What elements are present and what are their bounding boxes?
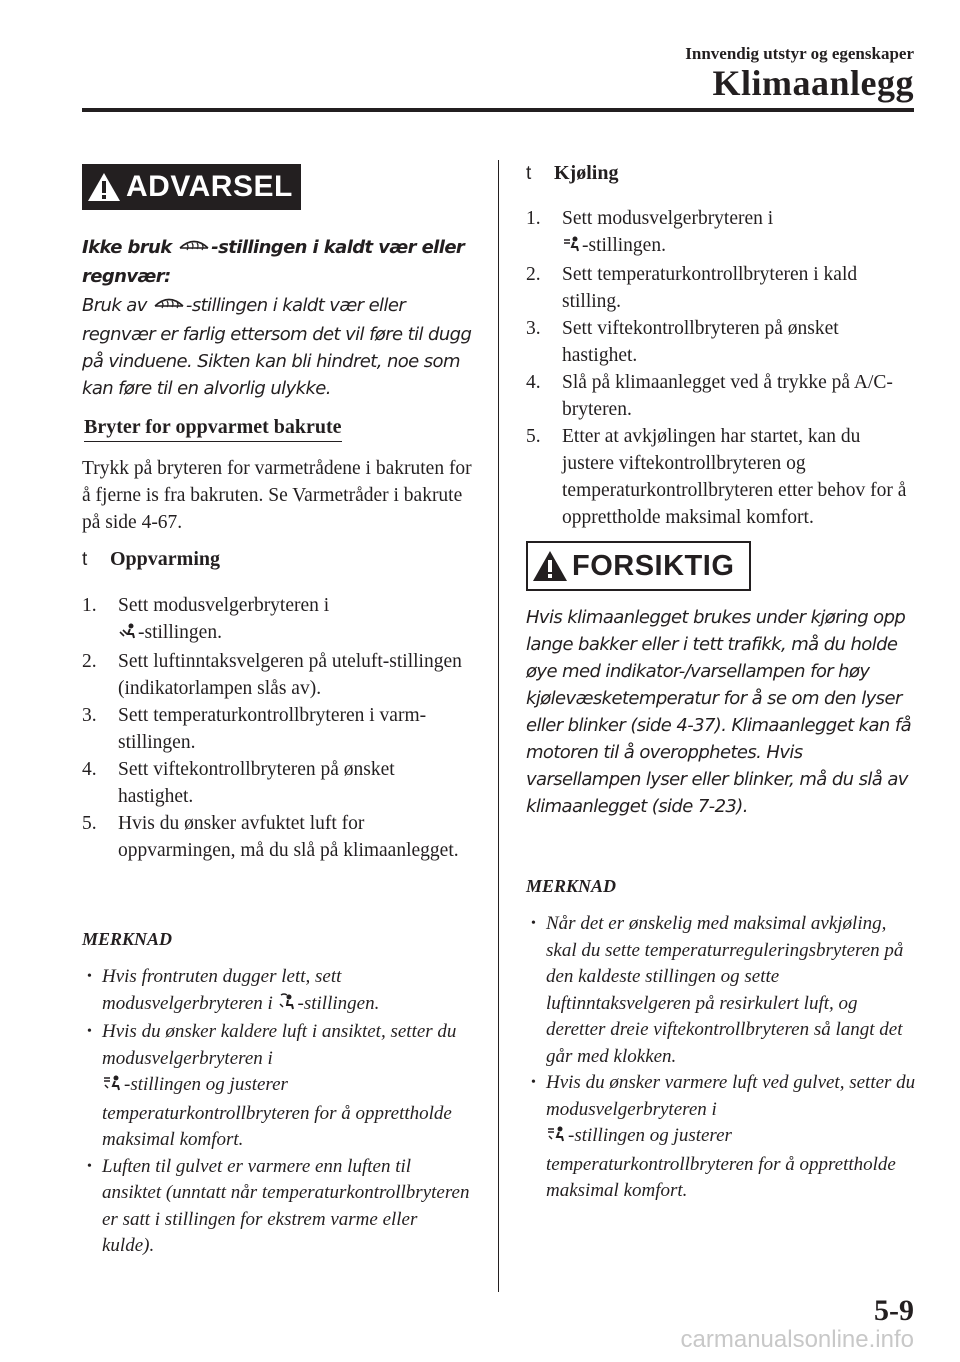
column-divider <box>498 160 499 1292</box>
warning-triangle-icon <box>82 167 126 207</box>
list-item: 1. Sett modusvelgerbryteren i -stillingen. <box>82 592 474 648</box>
heading-bullet: t <box>526 162 532 184</box>
chapter-title: Klimaanlegg <box>712 63 914 103</box>
list-item: • Hvis du ønsker varmere luft ved gulvet, setter du modusvelgerbryteren i -stillingen og justerer temperaturkontrollbryteren for å opprettholde maksimal komfort. <box>531 1072 916 1201</box>
bi-level-mode-icon <box>546 1125 568 1152</box>
list-item: 1. Sett modusvelgerbryteren i -stillingen. <box>526 205 916 261</box>
heading-bullet: t <box>82 548 88 570</box>
note-label: MERKNAD <box>526 876 617 896</box>
floor-defrost-mode-icon <box>278 993 298 1020</box>
list-item: • Når det er ønskelig med maksimal avkjøling, skal du sette temperaturreguleringsbryteren på den kaldeste stillingen og sette luftinntaksvelgeren på resirkulert luft, og deretter dreie viftekontrollbryteren så langt det går med klokken. <box>531 913 904 1067</box>
warning-badge <box>82 164 301 210</box>
footer-watermark: carmanualsonline.info <box>680 1326 914 1353</box>
heating-heading: t Oppvarming <box>82 548 221 570</box>
page-number: 5-9 <box>874 1294 914 1327</box>
warning-body: Bruk av -stillingen i kaldt vær eller regnvær er farlig ettersom det vil føre til dugg på vinduene. Sikten kan bli hindret, noe som kan føre til en alvorlig ulykke. <box>82 295 472 399</box>
bi-level-mode-icon <box>102 1074 124 1101</box>
list-item: 3. Sett viftekontrollbryteren på ønsket hastighet. <box>526 318 839 366</box>
notes-left <box>82 964 474 1260</box>
windshield-defrost-icon <box>152 294 186 321</box>
warning-heading: Ikke bruk -stillingen i kaldt vær eller regnvær: <box>82 237 465 287</box>
cooling-steps <box>526 205 916 531</box>
list-item: 5. Hvis du ønsker avfuktet luft for oppvarmingen, må du slå på klimaanlegget. <box>82 813 459 861</box>
header-rule <box>82 108 914 112</box>
list-item: • Hvis du ønsker kaldere luft i ansiktet, setter du modusvelgerbryteren i -stillingen og justerer temperaturkontrollbryteren for å opprettholde maksimal komfort. <box>87 1021 457 1150</box>
section-title: Innvendig utstyr og egenskaper <box>685 44 914 63</box>
rear-defrost-heading: Bryter for oppvarmet bakrute <box>84 416 342 442</box>
list-item: 3. Sett temperaturkontrollbryteren i varm-stillingen. <box>82 705 427 753</box>
floor-mode-icon <box>118 621 138 648</box>
vent-mode-icon <box>562 234 582 261</box>
heating-steps <box>82 592 474 864</box>
windshield-defrost-icon <box>177 236 211 263</box>
rear-defrost-body: Trykk på bryteren for varmetrådene i bakruten for å fjerne is fra bakruten. Se Varmetråder i bakrute på side 4-67. <box>82 458 472 533</box>
cooling-heading: t Kjøling <box>526 162 619 184</box>
list-item: 4. Sett viftekontrollbryteren på ønsket hastighet. <box>82 759 395 807</box>
caution-badge <box>526 541 751 591</box>
caution-body: Hvis klimaanlegget brukes under kjøring opp lange bakker eller i tett trafikk, må du holde øye med indikator-/varsellampen for høy kjølevæsketemperatur for å se om den lyser eller blinker (side 4-37). Klimaanlegget kan få motoren til å overopphetes. Hvis varsellampen lyser eller blinker, må du slå av klimaanlegget (side 7-23). <box>526 607 912 817</box>
list-item: 5. Etter at avkjølingen har startet, kan du justere viftekontrollbryteren og temperaturkontrollbryteren etter behov for å opprettholde maksimal komfort. <box>526 426 907 528</box>
list-item: 4. Slå på klimaanlegget ved å trykke på A/C-bryteren. <box>526 372 893 420</box>
list-item: • Hvis frontruten dugger lett, sett modusvelgerbryteren i -stillingen. <box>82 964 474 1019</box>
warning-text <box>82 234 482 402</box>
list-item: 2. Sett temperaturkontrollbryteren i kald stilling. <box>526 264 858 312</box>
notes-right <box>526 911 918 1205</box>
caution-label: FORSIKTIG <box>572 549 735 582</box>
list-item: 2. Sett luftinntaksvelgeren på uteluft-stillingen (indikatorlampen slås av). <box>82 651 462 699</box>
warning-label: ADVARSEL <box>126 170 293 203</box>
warning-triangle-icon <box>528 546 572 586</box>
list-item: • Luften til gulvet er varmere enn luften til ansiktet (unntatt når temperaturkontrollbryteren er satt i stillingen for ekstrem varme eller kulde). <box>87 1155 470 1256</box>
note-label: MERKNAD <box>82 929 173 949</box>
